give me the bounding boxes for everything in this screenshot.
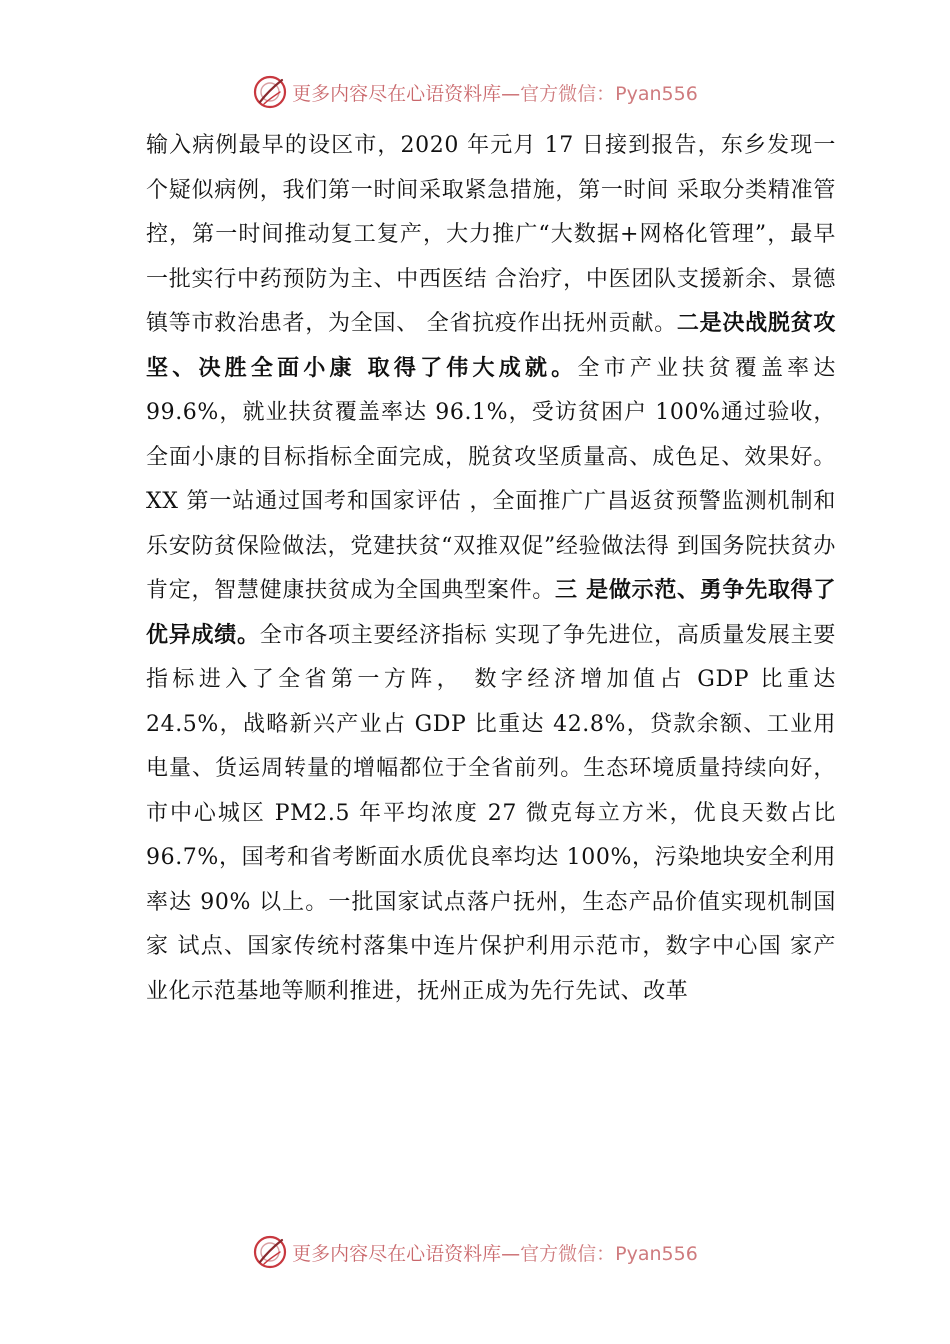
header-banner [0,72,950,112]
logo-icon [252,1234,288,1270]
banner-text [292,1239,698,1266]
banner-wechat: 官方微信：Pyan556 [520,1242,698,1265]
banner-library: 更多内容尽在心语资料库— [292,82,521,105]
paragraph [146,124,836,1014]
logo-icon [252,74,288,110]
heading-point-three: 三 是做示范、勇争先取得了优异成绩。 [146,578,836,648]
banner-wechat: 官方微信：Pyan556 [520,82,698,105]
banner-text [292,79,698,106]
paragraph-text-2: 全市产业扶贫覆盖率达 99.6%，就业扶贫覆盖率达 96.1%，受访贫困户 100%通过验收，全面小康的目标指标全面完成，脱贫攻坚质量高、成色足、效果好。XX 第一站通过国考和国家评估 ，全面推广广昌返贫预警监测机制和乐安防贫保险做法，党建扶贫“双推双促”经验做法得 到国务院扶贫办肯定，智慧健康扶贫成为全国典型案件。 [146,355,836,603]
paragraph-text-3: 全市各项主要经济指标 实现了争先进位，高质量发展主要指标进入了全省第一方阵， 数字经济增加值占 GDP 比重达 24.5%，战略新兴产业占 GDP 比重达 42.8%，贷款余额、工业用电量、货运周转量的增幅都位于全省前列。生态环境质量持续向好，市中心城区 PM2.5 年平均浓度 27 微克每立方米，优良天数占比 96.7%，国考和省考断面水质优良率均达 100%，污染地块安全利用率达 90% 以上。一批国家试点落户抚州，生态产品价值实现机制国家 试点、国家传统村落集中连片保护利用示范市，数字中心国 家产业化示范基地等顺利推进，抚州正成为先行先试、改革 [146,622,836,1004]
banner-library: 更多内容尽在心语资料库— [292,1242,521,1265]
document-body [146,124,836,1014]
footer-banner [0,1232,950,1272]
paragraph-text-1: 输入病例最早的设区市，2020 年元月 17 日接到报告，东乡发现一个疑似病例，我们第一时间采取紧急措施，第一时间 采取分类精准管控，第一时间推动复工复产，大力推广“大数据+网格化管理”，最早一批实行中药预防为主、中西医结 合治疗，中医团队支援新余、景德镇等市救治患者，为全国、 全省抗疫作出抚州贡献。 [146,133,836,336]
heading-point-two: 二是决战脱贫攻坚、决胜全面小康 取得了伟大成就。 [146,311,837,381]
